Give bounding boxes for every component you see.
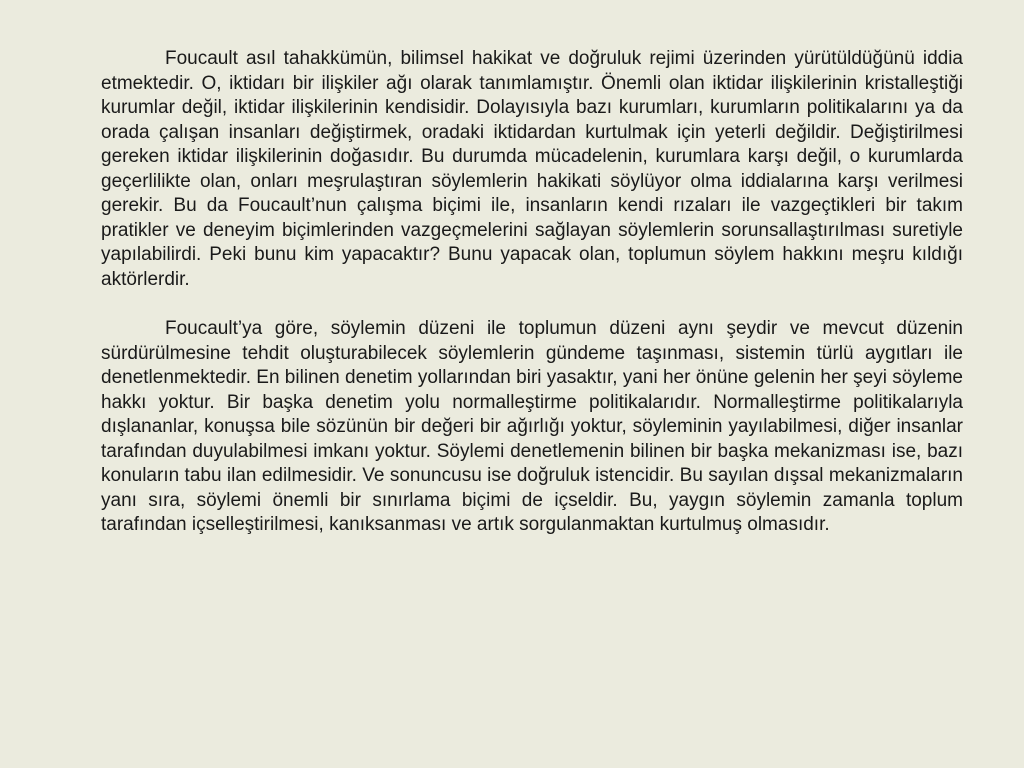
paragraph-1: Foucault asıl tahakkümün, bilimsel hakikat ve doğruluk rejimi üzerinden yürütüldüğünü iddia etmektedir. O, iktidarı bir ilişkiler ağı olarak tanımlamıştır. Önemli olan iktidar ilişkilerinin kristalleştiği kurumlar değil, iktidar ilişkilerinin kendisidir. Dolayısıyla bazı kurumları, kurumların politikalarını ya da orada çalışan insanları değiştirmek, oradaki iktidardan kurtulmak için yeterli değildir. Değiştirilmesi gereken iktidar ilişkilerinin doğasıdır. Bu durumda mücadelenin, kurumlara karşı değil, o kurumlarda geçerlilikte olan, onları meşrulaştıran söylemlerin hakikati söylüyor olma iddialarına karşı verilmesi gerekir. Bu da Foucault’nun çalışma biçimi ile, insanların kendi rızaları ile vazgeçtikleri bir takım pratikler ve deneyim biçimlerinden vazgeçmelerini sağlayan söylemlerin sorunsallaştırılması suretiyle yapılabilirdi. Peki bunu kim yapacaktır? Bunu yapacak olan, toplumun söylem hakkını meşru kıldığı aktörlerdir. [101,48,963,290]
paragraph-2: Foucault’ya göre, söylemin düzeni ile toplumun düzeni aynı şeydir ve mevcut düzenin sürdürülmesine tehdit oluşturabilecek söylemlerin gündeme taşınması, sistemin türlü aygıtları ile denetlenmektedir. En bilinen denetim yollarından biri yasaktır, yani her önüne gelenin her şeyi söyleme hakkı yoktur. Bir başka denetim yolu normalleştirme politikalarıdır. Normalleştirme politikalarıyla dışlananlar, konuşsa bile sözünün bir değeri bir ağırlığı yoktur, söyleminin yayılabilmesi, diğer insanlar tarafından duyulabilmesi imkanı yoktur. Söylemi denetlemenin bilinen bir başka mekanizması ise, bazı konuların tabu ilan edilmesidir. Ve sonuncusu ise doğruluk istencidir. Bu sayılan dışsal mekanizmaların yanı sıra, söylemi önemli bir sınırlama biçimi de içseldir. Bu, yaygın söylemin zamanla toplum tarafından içselleştirilmesi, kanıksanması ve artık sorgulanmaktan kurtulmuş olmasıdır. [101,318,963,535]
slide-body [101,47,963,538]
